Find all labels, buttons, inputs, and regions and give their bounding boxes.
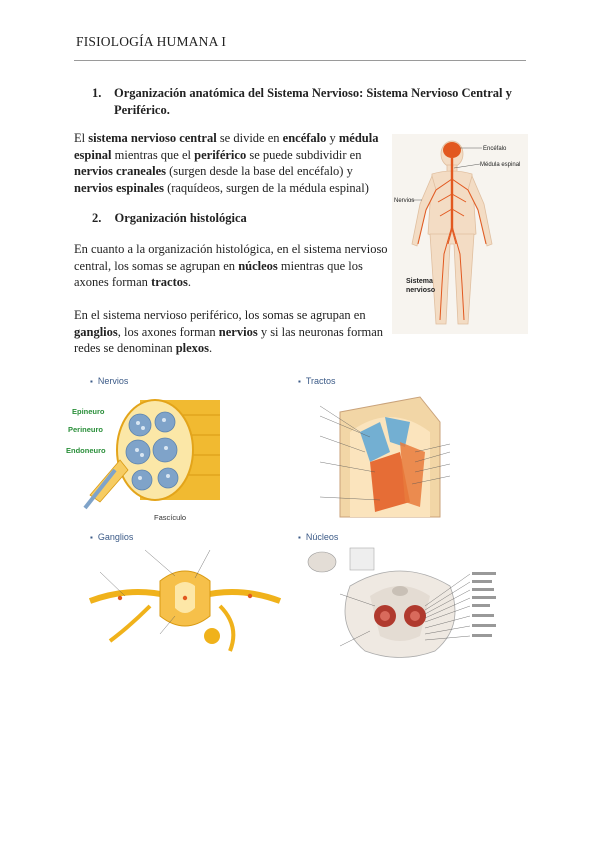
text: y xyxy=(326,131,339,145)
section-1-title: Organización anatómica del Sistema Nervioso: Sistema Nervioso Central y Periférico. xyxy=(114,86,512,117)
body-illustration xyxy=(392,134,528,334)
nerve-cross-section-figure xyxy=(66,390,230,530)
text: , los axones forman xyxy=(117,324,219,339)
section-2-number: 2. xyxy=(92,211,102,225)
term-tractos: tractos xyxy=(151,275,188,289)
text: En el sistema nervioso periférico, los somas se agrupan en xyxy=(74,308,366,322)
term-nervios: nervios xyxy=(218,324,258,339)
text: se divide en xyxy=(216,131,283,145)
term-plexos: plexos xyxy=(175,341,210,355)
text: . xyxy=(209,341,213,355)
fig-label-text: Ganglios xyxy=(97,532,134,542)
text: mientras que el xyxy=(111,147,195,162)
term-nucleos: núcleos xyxy=(238,258,278,273)
ganglia-illustration xyxy=(90,546,280,656)
text: mientras que los axones forman xyxy=(74,258,363,289)
section-2-title: Organización histológica xyxy=(114,211,247,225)
bullet-icon: ▪ xyxy=(298,533,301,542)
fig-label-text: Nervios xyxy=(97,376,129,386)
caption-nervioso: nervioso xyxy=(406,287,436,294)
label-encefalo: Encéfalo xyxy=(483,146,507,152)
spinal-tracts-figure xyxy=(300,392,460,532)
term-medula: médula espinal xyxy=(74,131,379,162)
text: En cuanto a la organización histológica, en el sistema nervioso central, los somas se agrupan en xyxy=(74,242,388,273)
label-epineuro: Epineuro xyxy=(72,407,105,416)
text: (surgen desde la base del encéfalo) y xyxy=(166,164,353,178)
bullet-icon: ▪ xyxy=(90,533,93,542)
fig-label-ganglios xyxy=(90,532,133,542)
fig-label-tractos xyxy=(298,376,336,386)
header-rule xyxy=(74,60,526,61)
paragraph-snc xyxy=(74,130,392,196)
fig-label-nervios xyxy=(90,376,128,386)
section-2-heading xyxy=(92,211,247,226)
section-1-number: 1. xyxy=(92,86,102,100)
text: . xyxy=(187,275,191,289)
paragraph-snp xyxy=(74,307,394,357)
page-header: FISIOLOGÍA HUMANA I xyxy=(76,34,227,49)
nerve-illustration xyxy=(66,390,230,525)
label-endoneuro: Endoneuro xyxy=(66,446,106,455)
bullet-icon: ▪ xyxy=(90,377,93,386)
bullet-icon: ▪ xyxy=(298,377,301,386)
term-ganglios: ganglios xyxy=(74,324,118,339)
label-perineuro: Perineuro xyxy=(68,425,104,434)
fig-label-text: Tractos xyxy=(305,376,336,386)
nuclei-figure xyxy=(300,546,500,666)
label-medula: Médula espinal xyxy=(480,162,521,168)
label-fasciculo: Fascículo xyxy=(154,513,187,522)
nuclei-illustration xyxy=(300,546,500,661)
term-periferico: periférico xyxy=(194,147,247,162)
text: se puede subdividir en xyxy=(246,147,362,162)
nervous-system-figure xyxy=(392,134,528,334)
text: y si las neuronas forman redes se denominan xyxy=(74,324,384,355)
brain-shape xyxy=(443,142,461,158)
label-nervios: Nervios xyxy=(394,198,415,204)
text: El xyxy=(74,131,89,145)
term-craneales: nervios craneales xyxy=(74,164,166,178)
text: (raquídeos, surgen de la médula espinal) xyxy=(163,180,369,195)
paragraph-histologia xyxy=(74,241,394,291)
tracts-illustration xyxy=(300,392,460,527)
fig-label-text: Núcleos xyxy=(305,532,339,542)
fig-label-nucleos xyxy=(298,532,338,542)
term-encefalo: encéfalo xyxy=(282,131,327,145)
ganglia-figure xyxy=(90,546,280,661)
term-snc: sistema nervioso central xyxy=(88,131,217,145)
term-espinales: nervios espinales xyxy=(74,180,164,195)
caption-sistema: Sistema xyxy=(406,278,433,285)
